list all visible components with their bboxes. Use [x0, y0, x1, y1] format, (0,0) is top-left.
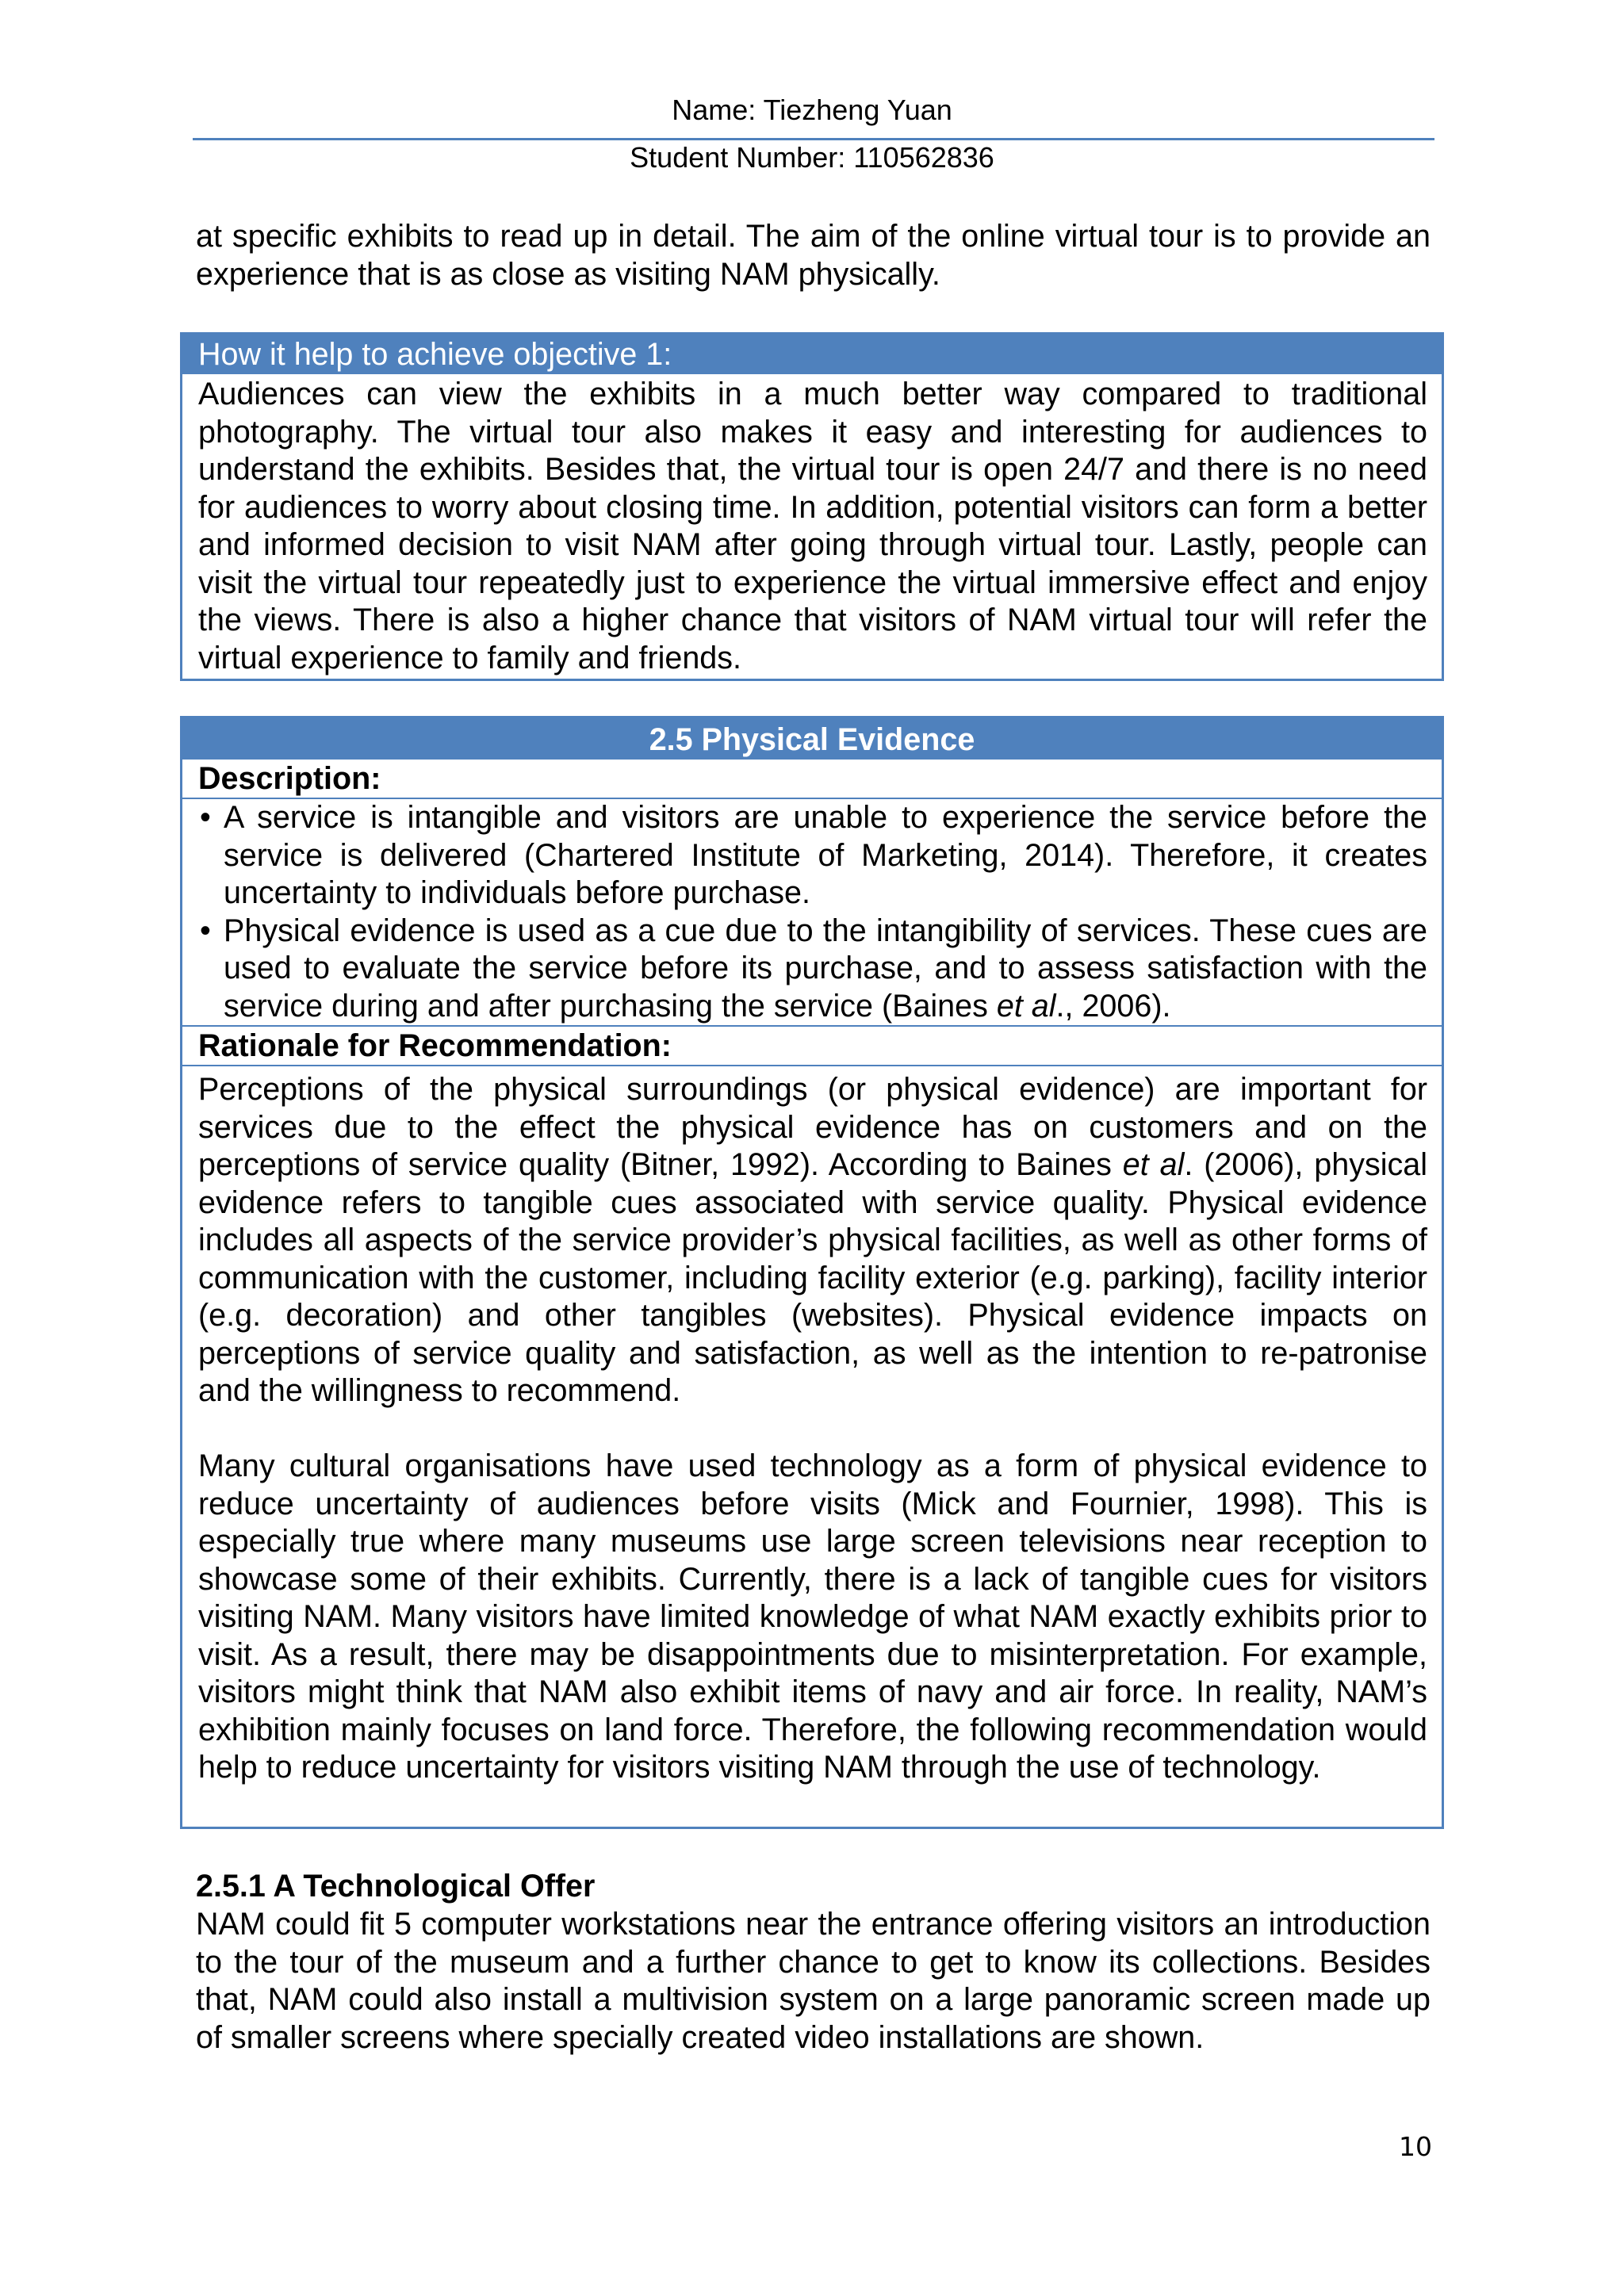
rationale-paragraph-1 — [198, 1071, 1427, 1410]
list-item — [198, 799, 1427, 913]
bullet-text-start: Physical evidence is used as a cue due to the intangibility of services. These cues are used to evaluate the service before its purchase, and to assess satisfaction with the service during and after purchasing the service (Baines — [224, 913, 1427, 1024]
rationale-body — [182, 1066, 1442, 1787]
objective-box — [180, 332, 1444, 681]
rationale-paragraph-2: Many cultural organisations have used technology as a form of physical evidence to reduce uncertainty of audiences before visits (Mick and Fournier, 1998). This is especially true where many museums use large screen televisions near reception to showcase some of their exhibits. Currently, there is a lack of tangible cues for visitors visiting NAM. Many visitors have limited knowledge of what NAM exactly exhibits prior to visit. As a result, there may be disappointments due to misinterpretation. For example, visitors might think that NAM also exhibit items of navy and air force. In reality, NAM’s exhibition mainly focuses on land force. Therefore, the following recommendation would help to reduce uncertainty for visitors visiting NAM through the use of technology. — [198, 1448, 1427, 1785]
author-name: Name: Tiezheng Yuan — [672, 94, 952, 126]
intro-paragraph: at specific exhibits to read up in detail. The aim of the online virtual tour is to provide an experience that is as close as visiting NAM physically. — [196, 219, 1431, 292]
physical-evidence-table — [180, 716, 1444, 1829]
tech-offer-paragraph: NAM could fit 5 computer workstations near the entrance offering visitors an introduction to the tour of the museum and a further chance to get to know its collections. Besides that, NAM could also install a multivision system on a large panoramic screen made up of smaller screens where specially created video installations are shown. — [196, 1907, 1431, 2055]
citation-italic: et al — [996, 988, 1056, 1024]
bullet-text: A service is intangible and visitors are unable to experience the service before the service is delivered (Chartered Institute of Marketing, 2014). Therefore, it creates uncertainty to individuals before purchase. — [224, 800, 1427, 910]
rationale-label: Rationale for Recommendation: — [182, 1025, 1442, 1066]
page-number: 10 — [1399, 2131, 1432, 2162]
physical-evidence-title: 2.5 Physical Evidence — [182, 718, 1442, 760]
description-list — [182, 799, 1442, 1025]
list-item — [198, 913, 1427, 1026]
rationale-text-start: Perceptions of the physical surroundings (or physical evidence) are important for services due to the effect the physical evidence has on customers and on the perceptions of service quality (Bitner, 1992). According to Baines — [198, 1072, 1427, 1182]
header-divider — [193, 138, 1434, 140]
citation-italic: et al — [1122, 1147, 1185, 1182]
bullet-text-end: ., 2006). — [1055, 988, 1171, 1024]
bullet-icon: • — [200, 913, 211, 948]
section-heading: 2.5.1 A Technological Offer — [196, 1869, 596, 1904]
student-number: Student Number: 110562836 — [630, 141, 994, 174]
rationale-text-end: . (2006), physical evidence refers to tangible cues associated with service quality. Physical evidence includes all aspects of the service provider’s physical facilities, as well as other forms of communication with the customer, including facility exterior (e.g. parking), facility interior (e.g. decoration) and other tangibles (websites). Physical evidence impacts on perceptions of service quality and satisfaction, as well as the intention to re-patronise and the willingness to recommend. — [198, 1147, 1427, 1408]
objective-body: Audiences can view the exhibits in a much better way compared to traditional photography. The virtual tour also makes it easy and interesting for audiences to understand the exhibits. Besides that, the virtual tour is open 24/7 and there is no need for audiences to worry about closing time. In addition, potential visitors can form a better and informed decision to visit NAM after going through virtual tour. Lastly, people can visit the virtual tour repeatedly just to experience the virtual immersive effect and enjoy the views. There is also a higher chance that visitors of NAM virtual tour will refer the virtual experience to family and friends. — [198, 377, 1427, 675]
description-label: Description: — [182, 760, 1442, 799]
objective-heading: How it help to achieve objective 1: — [182, 335, 1442, 376]
bullet-icon: • — [200, 800, 211, 835]
